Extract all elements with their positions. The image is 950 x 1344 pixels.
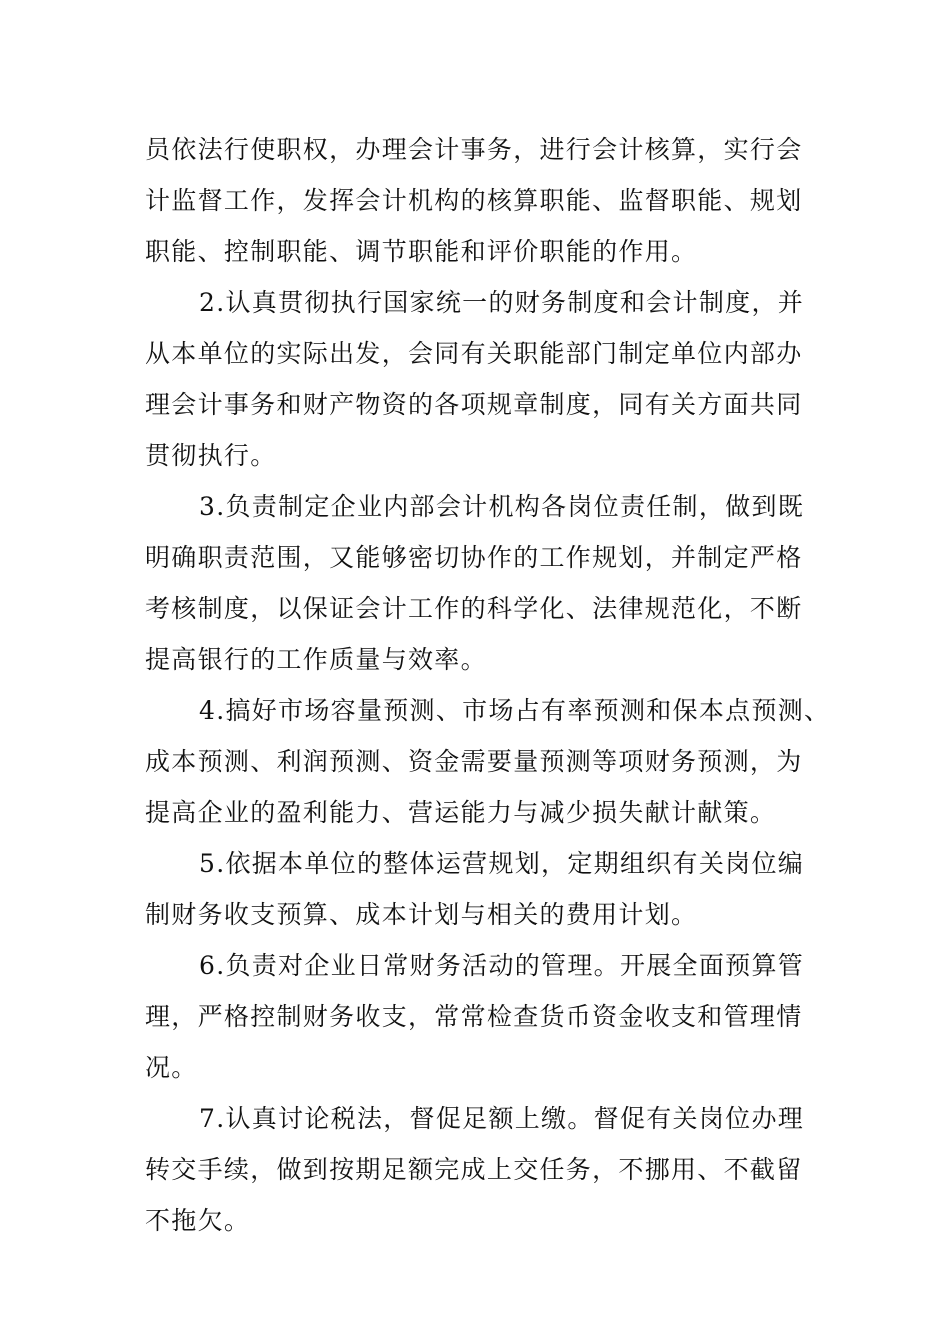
paragraph-start-line: 2.认真贯彻执行国家统一的财务制度和会计制度，并	[199, 288, 805, 317]
text-line: 理，严格控制财务收支，常常检查货币资金收支和管理情	[145, 1002, 803, 1031]
text-line: 不拖欠。	[145, 1206, 251, 1235]
paragraph-start-line: 6.负责对企业日常财务活动的管理。开展全面预算管	[199, 951, 805, 980]
text-line: 贯彻执行。	[145, 441, 277, 470]
text-line: 转交手续，做到按期足额完成上交任务，不挪用、不截留	[145, 1155, 803, 1184]
text-line: 况。	[145, 1053, 198, 1082]
document-body	[145, 124, 835, 1246]
text-line: 考核制度，以保证会计工作的科学化、法律规范化，不断	[145, 594, 803, 623]
paragraph-start-line: 7.认真讨论税法，督促足额上缴。督促有关岗位办理	[199, 1104, 805, 1133]
paragraph-start-line: 4.搞好市场容量预测、市场占有率预测和保本点预测、	[199, 696, 831, 725]
text-line: 制财务收支预算、成本计划与相关的费用计划。	[145, 900, 698, 929]
text-line: 理会计事务和财产物资的各项规章制度，同有关方面共同	[145, 390, 803, 419]
text-line: 明确职责范围，又能够密切协作的工作规划，并制定严格	[145, 543, 803, 572]
text-line: 计监督工作，发挥会计机构的核算职能、监督职能、规划	[145, 186, 803, 215]
text-line: 提高银行的工作质量与效率。	[145, 645, 487, 674]
text-line: 成本预测、利润预测、资金需要量预测等项财务预测，为	[145, 747, 803, 776]
text-line: 从本单位的实际出发，会同有关职能部门制定单位内部办	[145, 339, 803, 368]
text-line: 提高企业的盈利能力、营运能力与减少损失献计献策。	[145, 798, 777, 827]
paragraph-start-line: 5.依据本单位的整体运营规划，定期组织有关岗位编	[199, 849, 805, 878]
paragraph-start-line: 3.负责制定企业内部会计机构各岗位责任制，做到既	[199, 492, 805, 521]
text-line: 员依法行使职权，办理会计事务，进行会计核算，实行会	[145, 135, 803, 164]
text-line: 职能、控制职能、调节职能和评价职能的作用。	[145, 237, 698, 266]
